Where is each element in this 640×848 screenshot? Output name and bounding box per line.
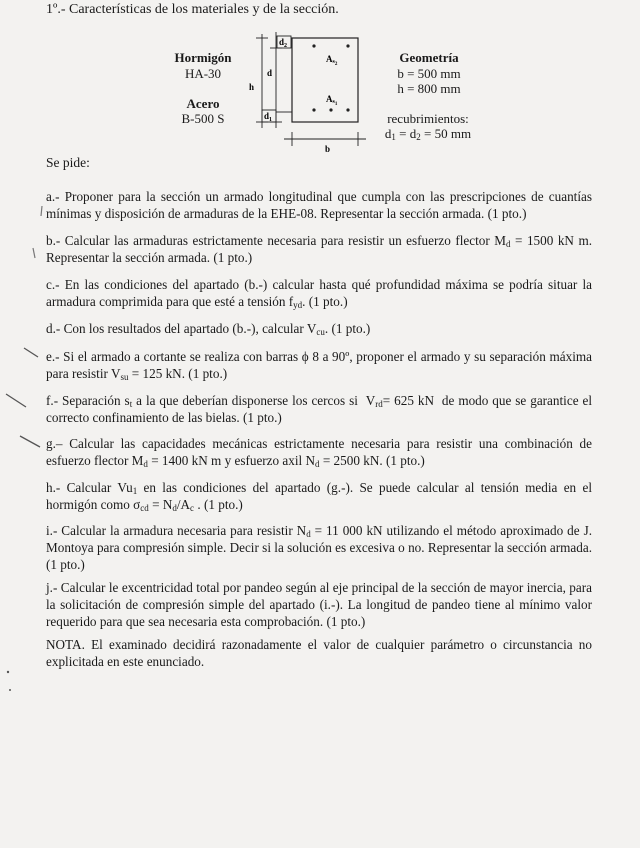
pencil-mark-e [22,346,42,360]
label-h: h [249,82,255,92]
pencil-mark-b [30,246,38,260]
question-e: e.- Si el armado a cortante se realiza con barras ϕ 8 a 90º, proponer el armado y su separación máxima para resistir $V_{su} = 125$ kN. (1 pto.) [46,349,592,382]
question-h: h.- Calcular $Vu_1$ en las condiciones del apartado (g.-). Se puede calcular al tensión media en el hormigón como $\sigma_{cd} = N_d/A_c$ . (1 pto.) [46,480,592,513]
question-g: g.– Calcular las capacidades mecánicas estrictamente necesaria para resistir una combinación de esfuerzo flector $M_d = 1400$ kN m y esfuerzo axil $N_d = 2500$ kN. (1 pto.) [46,436,592,469]
label-b: b [325,144,331,154]
rebar-bottom-3 [346,108,349,111]
label-d2: $d_2$ [279,37,288,49]
hormigon-value: HA-30 [184,66,222,81]
pencil-dot-2 [6,686,14,694]
question-f: f.- Separación $s_t$ a la que deberían disponerse los cercos si $V_{rd}= 625$ kN de modo que se garantice el correcto confinamiento de las bielas. (1 pto.) [46,393,593,425]
question-c: c.- En las condiciones del apartado (b.-) calcular hasta qué profundidad máxima se podría situar la armadura comprimida para que esté a tensión $f_{yd}$. (1 pto.) [46,277,592,310]
label-as2: $As_2$ [326,54,338,67]
rebar-top-right [346,44,349,47]
cross-section-diagram [240,28,380,160]
recubrimientos-value: $d_1 = d_2 = 50$ mm [384,126,472,142]
pencil-mark-a [38,204,46,218]
question-i: i.- Calcular la armadura necesaria para resistir $N_d = 11$ 000 kN utilizando el método aproximado de J. Montoya para compresión simple. Decir si la solución es excesiva o no. Representar la sección armada. (1 pto.) [46,523,592,572]
nota: NOTA. El examinado decidirá razonadamente el valor de cualquier parámetro o circunstancia no explicitada en este enunciado. [46,637,592,669]
question-d: d.- Con los resultados del apartado (b.-), calcular $V_{cu}$. (1 pto.) [46,321,371,337]
rebar-bottom-2 [329,108,332,111]
hormigon-label: Hormigón [174,50,232,65]
rebar-top-left [312,44,315,47]
se-pide-heading: Se pide: [46,155,90,170]
rebar-bottom-1 [312,108,315,111]
recubrimientos-label: recubrimientos: [387,111,469,126]
label-d1: $d_1$ [264,111,273,123]
label-as1: $As_1$ [326,94,338,107]
acero-value: B-500 S [181,111,225,126]
pencil-mark-f [4,392,30,410]
question-b: b.- Calcular las armaduras estrictamente necesaria para resistir un esfuerzo flector $M_d = 1500$ kN m. Representar la sección armada. (1 pto.) [46,233,593,265]
pencil-mark-g [18,434,44,452]
label-d: d [267,68,273,78]
question-a: a.- Proponer para la sección un armado longitudinal que cumpla con las prescripciones de cuantías mínimas y disposición de armaduras de la EHE-08. Representar la sección armada. (1 pto.) [46,189,592,221]
question-j: j.- Calcular le excentricidad total por pandeo según al eje principal de la sección de mayor inercia, para la solicitación de compresión simple del apartado (i.-). La longitud de pandeo tiene al mínimo valor requerido para que sea necesaria esta comprobación. (1 pto.) [46,580,592,629]
section-title: 1º.- Características de los materiales y de la sección. [46,2,339,17]
geometry-label: Geometría [399,50,459,65]
geometry-b: b = 500 mm [397,66,461,81]
geometry-h: h = 800 mm [397,81,461,96]
pencil-dot-1 [4,668,12,676]
acero-label: Acero [186,96,220,111]
